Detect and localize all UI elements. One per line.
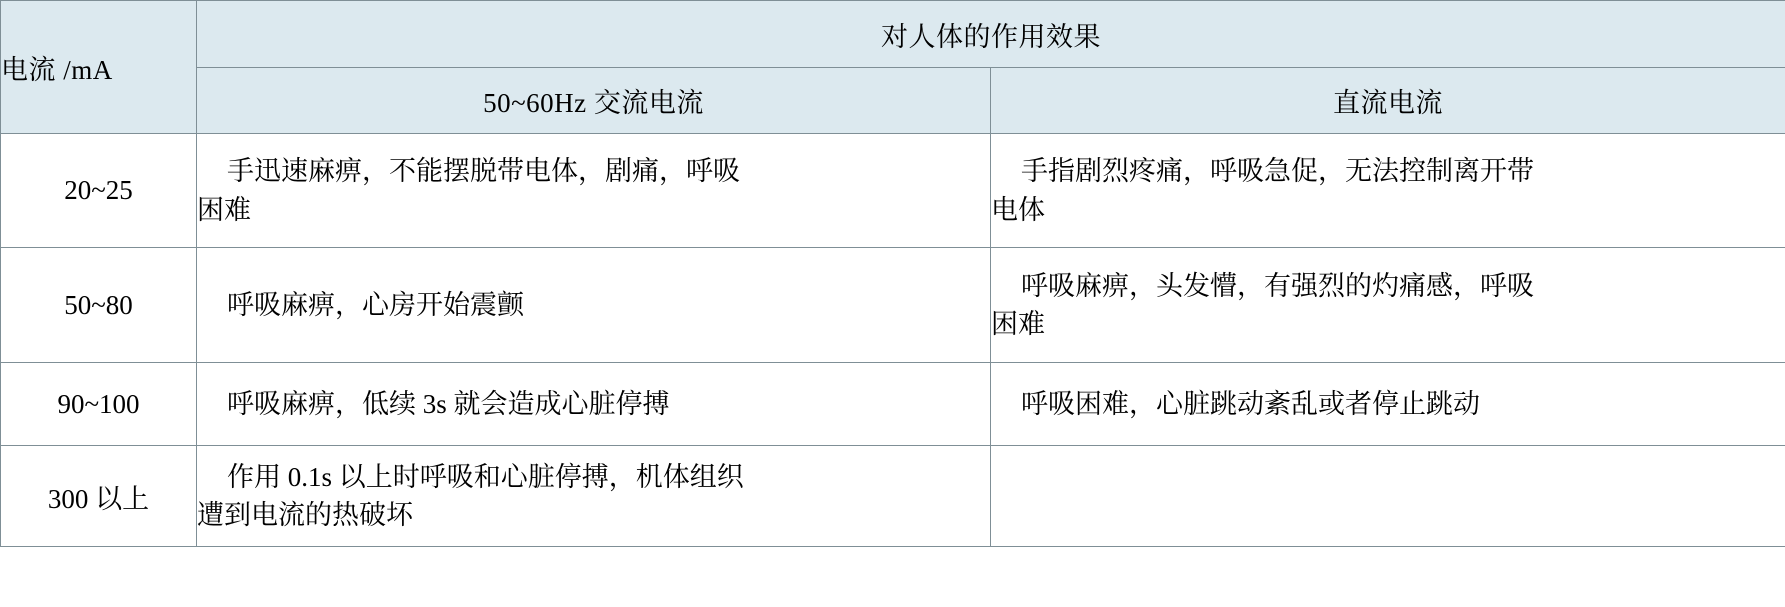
cell-ac-effect [197,134,991,248]
cell-ac-effect-line1: 呼吸麻痹，心房开始震颤 [227,289,524,320]
column-subheader-dc: 直流电流 [991,68,1785,134]
cell-ac-effect-line1: 作用 0.1s 以上时呼吸和心脏停搏，机体组织 [227,461,744,492]
cell-dc-effect-empty [991,446,1785,547]
table-row [1,248,1785,363]
cell-current-value: 90~100 [1,363,197,446]
cell-dc-effect [991,248,1785,363]
column-header-effect: 对人体的作用效果 [197,1,1785,68]
cell-dc-effect-line2: 电体 [991,194,1045,225]
cell-ac-effect-line1: 手迅速麻痹，不能摆脱带电体，剧痛，呼吸 [227,156,740,187]
cell-current-value: 20~25 [1,134,197,248]
cell-current-value: 50~80 [1,248,197,363]
column-header-current: 电流 /mA [1,1,197,134]
table-row [1,134,1785,248]
cell-dc-effect-line1: 呼吸麻痹，头发懵，有强烈的灼痛感，呼吸 [1021,270,1534,301]
table-row [1,446,1785,547]
cell-ac-effect-line1: 呼吸麻痹，低续 3s 就会造成心脏停搏 [227,388,670,419]
cell-ac-effect-line2: 遭到电流的热破坏 [197,500,413,530]
cell-dc-effect-line1: 手指剧烈疼痛，呼吸急促，无法控制离开带 [1021,156,1534,187]
cell-dc-effect-line1: 呼吸困难，心脏跳动紊乱或者停止跳动 [1021,388,1480,419]
cell-ac-effect [197,248,991,363]
table-row [1,363,1785,446]
cell-ac-effect-line2: 困难 [197,194,251,225]
cell-dc-effect [991,363,1785,446]
cell-current-value: 300 以上 [1,446,197,547]
table-header-row-top [1,1,1785,68]
cell-dc-effect [991,134,1785,248]
table-header-row-sub [1,68,1785,134]
column-subheader-ac: 50~60Hz 交流电流 [197,68,991,134]
cell-ac-effect [197,363,991,446]
cell-ac-effect [197,446,991,547]
cell-dc-effect-line2: 困难 [991,309,1045,339]
